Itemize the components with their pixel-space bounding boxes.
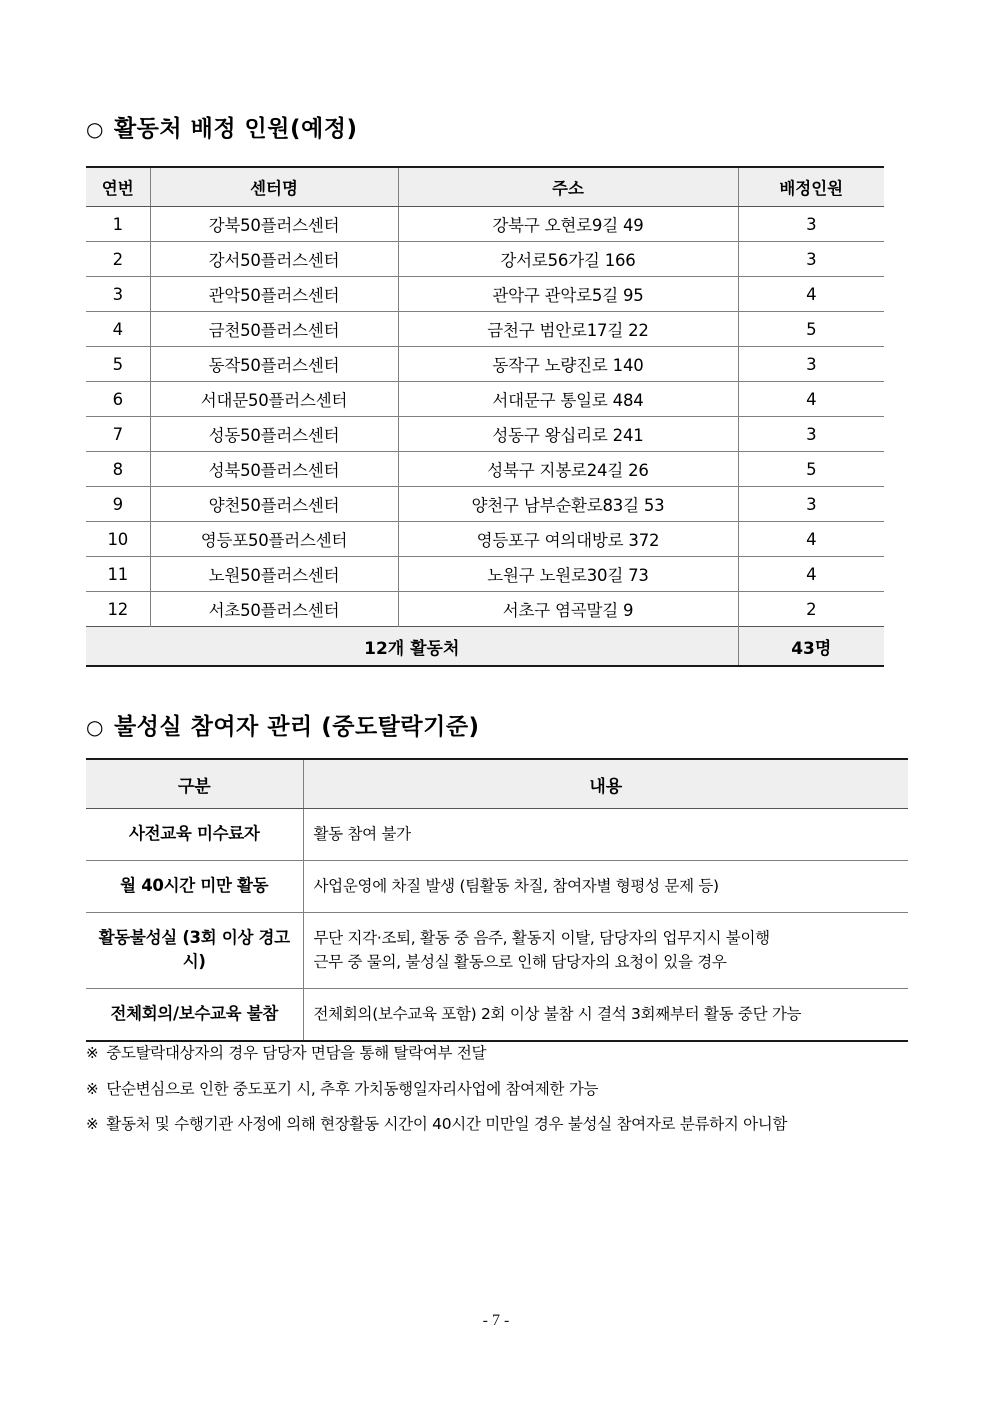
total-label: 12개 활동처: [86, 627, 738, 667]
cell-no: 11: [86, 557, 150, 592]
cell-address: 성동구 왕십리로 241: [398, 417, 738, 452]
bullet-circle-icon: ○: [86, 117, 104, 141]
section-heading-centers-title: 활동처 배정 인원(예정): [113, 116, 358, 142]
section-heading-rules-title: 불성실 참여자 관리 (중도탈락기준): [113, 714, 480, 740]
cell-no: 7: [86, 417, 150, 452]
cell-content: [303, 860, 908, 912]
cell-name: 성북50플러스센터: [150, 452, 398, 487]
table-row: [86, 989, 908, 1041]
page-number: - 7 -: [482, 1312, 510, 1329]
cell-content-line-1: 전체회의(보수교육 포함) 2회 이상 불참 시 결석 3회째부터 활동 중단 가능: [313, 1005, 802, 1024]
cell-address: 관악구 관악로5길 95: [398, 277, 738, 312]
cell-content-line-2: 근무 중 물의, 불성실 활동으로 인해 담당자의 요청이 있을 경우: [313, 953, 727, 972]
cell-category-line-2: (3회 이상 경고 시): [182, 927, 290, 972]
table-row: [86, 912, 908, 989]
cell-address: 서초구 염곡말길 9: [398, 592, 738, 627]
column-header-content: 내용: [303, 759, 908, 809]
footnote-item: [86, 1079, 966, 1098]
cell-category: [86, 989, 303, 1041]
cell-count: 3: [738, 487, 884, 522]
cell-name: 강북50플러스센터: [150, 207, 398, 242]
cell-content-line-1: 무단 지각·조퇴, 활동 중 음주, 활동지 이탈, 담당자의 업무지시 불이행: [313, 929, 770, 948]
cell-name: 서초50플러스센터: [150, 592, 398, 627]
cell-no: 4: [86, 312, 150, 347]
cell-count: 3: [738, 207, 884, 242]
cell-count: 3: [738, 242, 884, 277]
table-row: [86, 860, 908, 912]
dropout-criteria-table: [86, 758, 908, 1042]
cell-count: 4: [738, 382, 884, 417]
cell-count: 4: [738, 522, 884, 557]
cell-count: 3: [738, 347, 884, 382]
reference-mark-icon: ※: [86, 1079, 99, 1098]
cell-no: 5: [86, 347, 150, 382]
table-row: [86, 557, 884, 592]
cell-name: 성동50플러스센터: [150, 417, 398, 452]
cell-count: 2: [738, 592, 884, 627]
centers-allocation-table: [86, 166, 884, 667]
cell-address: 강서로56가길 166: [398, 242, 738, 277]
table-row: [86, 417, 884, 452]
column-header-category: 구분: [86, 759, 303, 809]
bullet-circle-icon: ○: [86, 715, 104, 739]
cell-category: [86, 809, 303, 861]
cell-address: 금천구 범안로17길 22: [398, 312, 738, 347]
footnote-text: 중도탈락대상자의 경우 담당자 면담을 통해 탈락여부 전달: [106, 1044, 487, 1062]
cell-category-line-1: 월 40시간 미만 활동: [120, 875, 269, 895]
cell-count: 3: [738, 417, 884, 452]
footnote-item: [86, 1117, 966, 1133]
table-row: [86, 487, 884, 522]
cell-name: 강서50플러스센터: [150, 242, 398, 277]
cell-no: 10: [86, 522, 150, 557]
table-row: [86, 382, 884, 417]
cell-address: 양천구 남부순환로83길 53: [398, 487, 738, 522]
cell-no: 1: [112, 214, 123, 234]
cell-address: 노원구 노원로30길 73: [398, 557, 738, 592]
table-total-row: [86, 627, 884, 667]
cell-count: 4: [738, 557, 884, 592]
cell-content: [303, 809, 908, 861]
cell-content-line-1: 사업운영에 차질 발생 (팀활동 차질, 참여자별 형평성 문제 등): [313, 877, 719, 896]
cell-address: 동작구 노량진로 140: [398, 347, 738, 382]
cell-content: [303, 912, 908, 989]
footnote-text: 활동처 및 수행기관 사정에 의해 현장활동 시간이 40시간 미만일 경우 불성실 참여자로 분류하지 아니함: [106, 1115, 788, 1133]
table-row: [86, 347, 884, 382]
total-count: 43명: [738, 627, 884, 667]
table-header-row: [86, 759, 908, 809]
footnote-item: [86, 1046, 966, 1062]
cell-no: 3: [86, 277, 150, 312]
column-header-count: 배정인원: [738, 167, 884, 207]
cell-no: 8: [86, 452, 150, 487]
cell-name: 노원50플러스센터: [150, 557, 398, 592]
cell-category-line-1: 사전교육 미수료자: [128, 824, 260, 843]
cell-address: 성북구 지봉로24길 26: [398, 452, 738, 487]
cell-category: [86, 912, 303, 989]
cell-name: 동작50플러스센터: [150, 347, 398, 382]
table-row: [86, 242, 884, 277]
cell-count: 5: [738, 452, 884, 487]
column-header-name: 센터명: [150, 167, 398, 207]
table-row: [86, 277, 884, 312]
cell-name: 영등포50플러스센터: [150, 522, 398, 557]
cell-name: 금천50플러스센터: [150, 312, 398, 347]
table-row: [86, 592, 884, 627]
cell-address: 강북구 오현로9길 49: [398, 207, 738, 242]
column-header-address: 주소: [398, 167, 738, 207]
cell-category-line-1: 전체회의/보수교육 불참: [110, 1004, 279, 1023]
cell-no: 2: [86, 242, 150, 277]
table-header-row: [86, 167, 884, 207]
reference-mark-icon: ※: [86, 1044, 99, 1062]
section-heading-centers: [86, 110, 357, 143]
table-row: [86, 522, 884, 557]
reference-mark-icon: ※: [86, 1115, 99, 1133]
cell-count: 4: [738, 277, 884, 312]
cell-name: 서대문50플러스센터: [150, 382, 398, 417]
column-header-no: 연번: [86, 167, 150, 207]
cell-name: 관악50플러스센터: [150, 277, 398, 312]
table-row: [86, 809, 908, 861]
cell-no: 9: [86, 487, 150, 522]
cell-category: [86, 860, 303, 912]
cell-name: 양천50플러스센터: [150, 487, 398, 522]
cell-category-line-1: 활동불성실: [98, 927, 177, 947]
table-row: [86, 207, 884, 242]
cell-no: 6: [86, 382, 150, 417]
footnote-text: 단순변심으로 인한 중도포기 시, 추후 가치동행일자리사업에 참여제한 가능: [106, 1079, 599, 1098]
table-row: [86, 452, 884, 487]
cell-address: 서대문구 통일로 484: [398, 382, 738, 417]
cell-content: [303, 989, 908, 1041]
cell-no: 12: [86, 592, 150, 627]
footnotes-list: [86, 1046, 966, 1153]
cell-content-line-1: 활동 참여 불가: [313, 825, 411, 844]
table-row: [86, 312, 884, 347]
cell-address: 영등포구 여의대방로 372: [398, 522, 738, 557]
cell-count: 5: [738, 312, 884, 347]
section-heading-rules: [86, 708, 480, 741]
